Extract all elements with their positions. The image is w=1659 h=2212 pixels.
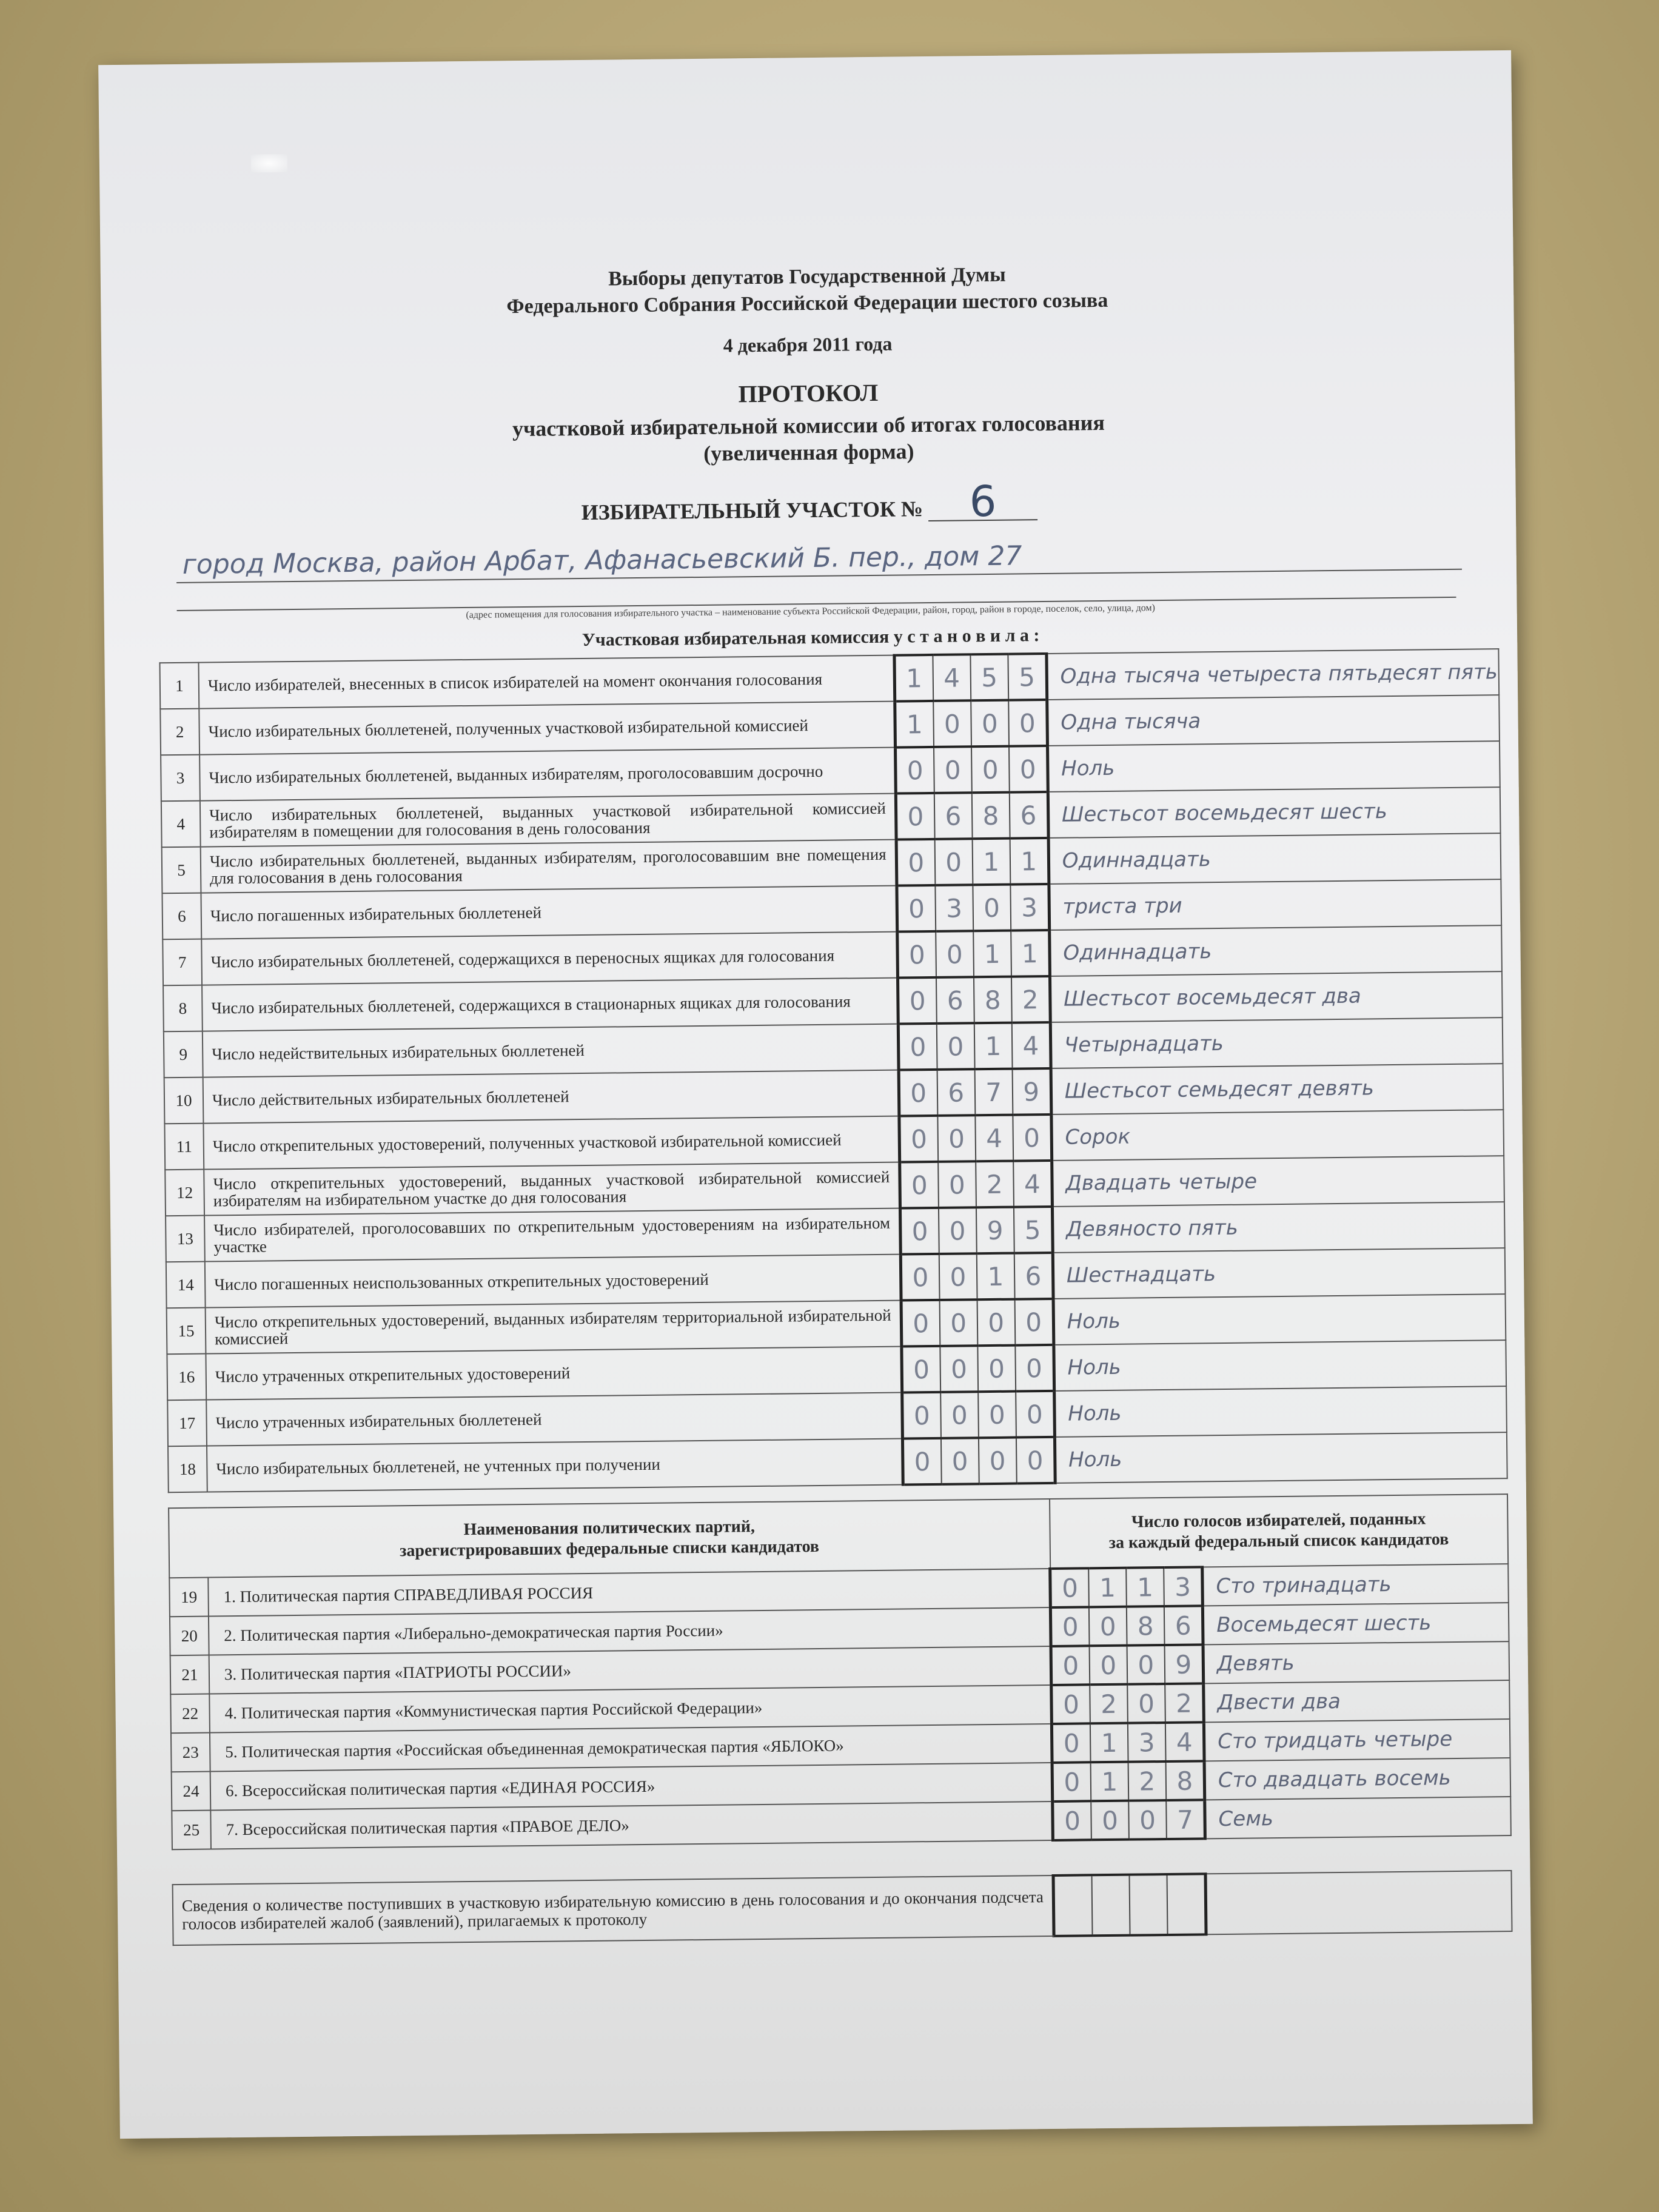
line-label: Число избирательных бюллетеней, выданных участковой избирательной комиссией избирателям в помещении для голосования в день голосования: [200, 794, 896, 847]
line-label: Число утраченных избирательных бюллетеней: [206, 1393, 902, 1446]
digit-box: 0: [1127, 1645, 1165, 1684]
line-label: Число избирательных бюллетеней, не учтенных при получении: [207, 1439, 903, 1492]
value-in-words: Сорок: [1051, 1110, 1504, 1161]
line-label: Число недействительных избирательных бюллетеней: [203, 1024, 899, 1078]
digit-box: 4: [933, 654, 971, 701]
line-number: 22: [170, 1694, 210, 1734]
protocol-sheet: [98, 50, 1533, 2139]
digit-box: 0: [1016, 1437, 1055, 1484]
value-in-words: Шестьсот семьдесят девять: [1051, 1064, 1503, 1114]
digit-box: 0: [900, 1208, 939, 1255]
address-value: город Москва, район Арбат, Афанасьевский Б. пер., дом 27: [176, 536, 1462, 583]
digit-box: 0: [937, 1115, 976, 1162]
digit-box: 1: [1090, 1723, 1128, 1763]
digit-box: 7: [974, 1069, 1013, 1116]
digit-box: 0: [895, 747, 934, 794]
commission-heading: Участковая избирательная комиссия у с т а н о в и л а :: [581, 625, 1040, 650]
digit-box: 0: [896, 839, 935, 886]
digit-box: 0: [897, 931, 936, 978]
digit-box: 0: [979, 1438, 1017, 1484]
digit-box: 3: [1164, 1567, 1202, 1606]
line-number: 20: [170, 1617, 209, 1656]
station-label: ИЗБИРАТЕЛЬНЫЙ УЧАСТОК №: [581, 497, 923, 525]
line-label: 7. Всероссийская политическая партия «ПРАВОЕ ДЕЛО»: [210, 1801, 1053, 1849]
line-label: Число избирательных бюллетеней, содержащихся в стационарных ящиках для голосования: [202, 978, 898, 1031]
line-label: Число погашенных неиспользованных открепительных удостоверений: [205, 1255, 901, 1308]
value-in-words: Ноль: [1053, 1294, 1506, 1345]
line-number: 4: [161, 801, 201, 848]
digit-box: 0: [897, 885, 936, 932]
digit-box: 0: [939, 1253, 977, 1300]
digit-box: 4: [975, 1115, 1013, 1162]
line-label: 4. Политическая партия «Коммунистическая партия Российской Федерации»: [209, 1685, 1051, 1733]
value-in-words: Шестьсот восемьдесят два: [1050, 971, 1502, 1022]
digit-box: [1167, 1874, 1206, 1935]
light-glare: [251, 154, 287, 173]
digit-box: 0: [900, 1254, 939, 1301]
digit-box: 0: [1089, 1607, 1127, 1646]
digit-box: 0: [1015, 1345, 1054, 1392]
digit-box: 0: [1128, 1800, 1167, 1840]
station-number: 6: [928, 483, 1038, 521]
digit-box: 1: [977, 1253, 1015, 1300]
digit-box: 0: [1016, 1391, 1054, 1438]
digit-box: 5: [970, 654, 1008, 701]
value-in-words: Восемьдесят шесть: [1202, 1603, 1509, 1644]
digit-box: 0: [897, 977, 936, 1024]
line-label: Число открепительных удостоверений, выданных избирателям территориальной избирательной комиссией: [206, 1301, 902, 1354]
value-in-words: Ноль: [1054, 1386, 1506, 1437]
value-in-words: Сто двадцать восемь: [1204, 1758, 1510, 1800]
digit-box: [1053, 1875, 1093, 1936]
digit-box: 0: [936, 931, 974, 977]
digit-box: 1: [1126, 1567, 1164, 1607]
digit-box: 2: [1090, 1684, 1128, 1724]
value-in-words: Шестнадцать: [1053, 1248, 1505, 1299]
digit-box: 4: [1013, 1161, 1052, 1207]
line-label: Число утраченных открепительных удостоверений: [206, 1347, 902, 1400]
line-label: Число избирателей, внесенных в список избирателей на момент окончания голосования: [198, 655, 894, 709]
digit-box: 0: [971, 700, 1009, 747]
digit-box: 9: [1165, 1644, 1204, 1684]
line-label: 6. Всероссийская политическая партия «ЕДИНАЯ РОССИЯ»: [210, 1763, 1053, 1811]
digit-box: 0: [941, 1438, 979, 1484]
line-number: 25: [172, 1811, 211, 1850]
line-number: 24: [172, 1772, 211, 1811]
digit-box: 0: [1051, 1646, 1090, 1685]
election-title-line2: Федерального Собрания Российской Федерации шестого созыва: [506, 289, 1108, 318]
value-in-words: Девять: [1203, 1641, 1509, 1683]
line-number: 5: [162, 847, 201, 894]
digit-box: 1: [972, 839, 1010, 885]
digit-box: 0: [899, 1162, 938, 1208]
digit-box: [1130, 1874, 1168, 1936]
digit-box: 0: [978, 1392, 1016, 1438]
station-heading: [103, 478, 1517, 530]
digit-box: 0: [1008, 700, 1047, 746]
digit-box: 1: [1010, 838, 1048, 885]
digit-box: 0: [971, 746, 1010, 793]
digit-box: 0: [1013, 1114, 1051, 1161]
line-number: 7: [163, 939, 202, 986]
value-in-words: Одна тысяча четыреста пятьдесят пять: [1047, 649, 1499, 700]
digit-box: 6: [934, 793, 973, 839]
value-in-words: Двести два: [1204, 1680, 1510, 1722]
digit-box: 0: [934, 839, 973, 885]
election-title-line1: Выборы депутатов Государственной Думы: [608, 263, 1006, 290]
digit-box: 6: [936, 977, 974, 1024]
value-in-words: Одиннадцать: [1049, 925, 1501, 976]
complaints-table: [172, 1869, 1513, 1946]
election-date: 4 декабря 2011 года: [723, 332, 893, 357]
value-in-words: Сто тридцать четыре: [1204, 1719, 1510, 1761]
line-label: Число избирательных бюллетеней, полученных участковой избирательной комиссией: [199, 702, 895, 755]
digit-box: 0: [940, 1346, 978, 1392]
digit-box: 8: [1166, 1761, 1205, 1800]
digit-box: 7: [1166, 1800, 1205, 1839]
digit-box: 2: [1011, 976, 1050, 1023]
digit-box: 0: [939, 1299, 977, 1346]
value-in-words: Ноль: [1047, 741, 1500, 792]
digit-box: 0: [1009, 746, 1048, 793]
line-label: Число избирательных бюллетеней, выданных избирателям, проголосовавшим вне помещения для голосования в день голосования: [201, 840, 897, 893]
value-in-words: Семь: [1205, 1797, 1511, 1838]
digit-box: 0: [896, 793, 934, 840]
digit-box: 0: [937, 1023, 975, 1070]
line-label: 2. Политическая партия «Либерально-демократическая партия России»: [209, 1607, 1051, 1655]
digit-box: 0: [902, 1438, 941, 1485]
line-number: 6: [162, 893, 201, 940]
line-number: 17: [167, 1400, 207, 1447]
digit-box: 5: [1008, 654, 1047, 700]
digit-box: 0: [898, 1024, 937, 1070]
line-number: 8: [163, 985, 203, 1032]
digit-box: 0: [1127, 1684, 1165, 1723]
doc-subtitle-line2: (увеличенная форма): [703, 439, 914, 466]
digit-box: 9: [976, 1207, 1014, 1254]
parties-header-row: [169, 1494, 1508, 1578]
digit-box: 6: [937, 1069, 975, 1116]
protocol-lines-table: [159, 648, 1507, 1493]
digit-box: 9: [1012, 1068, 1051, 1115]
value-in-words: Сто тринадцать: [1202, 1564, 1509, 1606]
line-number: 21: [170, 1655, 210, 1695]
digit-box: 0: [939, 1207, 977, 1254]
line-number: 16: [167, 1354, 206, 1401]
line-number: 3: [161, 755, 200, 802]
digit-box: 0: [977, 1346, 1016, 1392]
digit-box: 1: [974, 1023, 1013, 1070]
line-number: 14: [166, 1262, 206, 1309]
table-row: [173, 1871, 1512, 1945]
digit-box: 1: [1011, 930, 1050, 977]
digit-box: 3: [1010, 884, 1049, 931]
line-number: 11: [164, 1124, 204, 1170]
line-number: 2: [160, 709, 199, 756]
digit-box: 0: [933, 700, 971, 747]
value-in-words: Девяносто пять: [1052, 1202, 1504, 1253]
line-label: Число открепительных удостоверений, полученных участковой избирательной комиссией: [203, 1116, 899, 1170]
line-label: 1. Политическая партия СПРАВЕДЛИВАЯ РОССИЯ: [208, 1569, 1050, 1617]
line-label: Число избирательных бюллетеней, выданных избирателям, проголосовавшим досрочно: [199, 748, 896, 801]
digit-box: 5: [1014, 1207, 1053, 1253]
digit-box: 2: [1128, 1761, 1167, 1801]
line-number: 23: [171, 1733, 210, 1772]
parties-header-left: Наименования политических партий, зарегистрировавших федеральные списки кандидатов: [169, 1499, 1050, 1578]
digit-box: 0: [1091, 1801, 1129, 1840]
digit-box: 0: [902, 1392, 940, 1439]
election-title: [101, 256, 1514, 324]
digit-box: 0: [973, 885, 1011, 931]
line-label: 3. Политическая партия «ПАТРИОТЫ РОССИИ»: [209, 1646, 1051, 1694]
digit-box: 0: [1053, 1801, 1091, 1840]
address-caption: (адрес помещения для голосования избирательного участка – наименование субъекта Российской Федерации, район, город, район в городе, поселок, село, улица, дом): [466, 603, 1155, 620]
value-in-words: триста три: [1049, 879, 1501, 930]
parties-table: [168, 1493, 1512, 1851]
value-in-words: Одиннадцать: [1048, 833, 1501, 884]
digit-box: 0: [1014, 1299, 1053, 1346]
line-number: 1: [159, 663, 199, 709]
line-label: Число действительных избирательных бюллетеней: [203, 1070, 899, 1124]
digit-box: 0: [1052, 1762, 1091, 1801]
digit-box: 0: [1050, 1568, 1089, 1607]
digit-box: 6: [1164, 1606, 1203, 1645]
digit-box: 0: [1051, 1723, 1090, 1763]
digit-box: 8: [972, 793, 1010, 839]
digit-box: [1092, 1875, 1130, 1936]
value-in-words: Двадцать четыре: [1051, 1156, 1504, 1207]
digit-box: 3: [1128, 1723, 1166, 1762]
digit-box: 1: [1091, 1762, 1129, 1801]
line-number: 10: [164, 1078, 204, 1124]
digit-box: 0: [1090, 1646, 1128, 1685]
digit-box: 8: [974, 977, 1012, 1024]
digit-box: 0: [1050, 1607, 1089, 1646]
line-number: 9: [164, 1031, 203, 1078]
digit-box: 6: [1014, 1253, 1053, 1299]
digit-box: 4: [1165, 1722, 1204, 1761]
line-label: Число открепительных удостоверений, выданных участковой избирательной комиссией избирателям на избирательном участке до дня голосования: [204, 1162, 900, 1216]
doc-type: ПРОТОКОЛ: [738, 378, 879, 408]
digit-box: 0: [977, 1299, 1015, 1346]
digit-box: 2: [1165, 1683, 1204, 1723]
line-label: Сведения о количестве поступивших в участковую избирательную комиссию в день голосования и до окончания подсчета голосов избирателей жалоб (заявлений), прилагаемых к протоколу: [173, 1875, 1054, 1945]
digit-box: 1: [894, 701, 933, 748]
line-label: Число погашенных избирательных бюллетеней: [201, 886, 897, 939]
digit-box: 0: [899, 1116, 938, 1162]
line-number: 12: [165, 1170, 204, 1216]
line-number: 19: [169, 1578, 209, 1617]
line-number: 15: [167, 1308, 206, 1355]
value-in-words: Одна тысяча: [1047, 695, 1499, 746]
digit-box: 1: [973, 931, 1011, 977]
line-label: Число избирателей, проголосовавших по открепительным удостоверениям на избирательном участке: [204, 1208, 900, 1262]
value-in-words: Ноль: [1054, 1340, 1506, 1391]
digit-box: 8: [1127, 1606, 1165, 1646]
line-label: Число избирательных бюллетеней, содержащихся в переносных ящиках для голосования: [201, 932, 897, 985]
value-in-words: Четырнадцать: [1050, 1017, 1503, 1068]
digit-box: 0: [938, 1161, 976, 1208]
digit-box: 0: [934, 746, 972, 793]
digit-box: 1: [894, 655, 933, 702]
parties-header-right: Число голосов избирателей, поданных за каждый федеральный список кандидатов: [1050, 1494, 1509, 1569]
value-in-words: Ноль: [1054, 1432, 1507, 1483]
digit-box: 0: [899, 1070, 937, 1116]
doc-subtitle-line1: участковой избирательной комиссии об итогах голосования: [512, 410, 1105, 441]
line-label: 5. Политическая партия «Российская объединенная демократическая партия «ЯБЛОКО»: [210, 1724, 1052, 1772]
digit-box: 0: [940, 1392, 979, 1438]
digit-box: 0: [1051, 1684, 1090, 1724]
value-in-words: [1205, 1871, 1512, 1934]
digit-box: 4: [1012, 1022, 1051, 1069]
line-number: 18: [168, 1446, 207, 1493]
doc-subtitle: [102, 405, 1515, 473]
digit-box: 2: [976, 1161, 1014, 1208]
digit-box: 0: [902, 1346, 940, 1393]
digit-box: 3: [935, 885, 973, 931]
value-in-words: Шестьсот восемьдесят шесть: [1048, 787, 1500, 838]
digit-box: 1: [1088, 1568, 1127, 1607]
line-number: 13: [166, 1216, 205, 1262]
digit-box: 0: [901, 1300, 940, 1347]
digit-box: 6: [1010, 792, 1048, 839]
